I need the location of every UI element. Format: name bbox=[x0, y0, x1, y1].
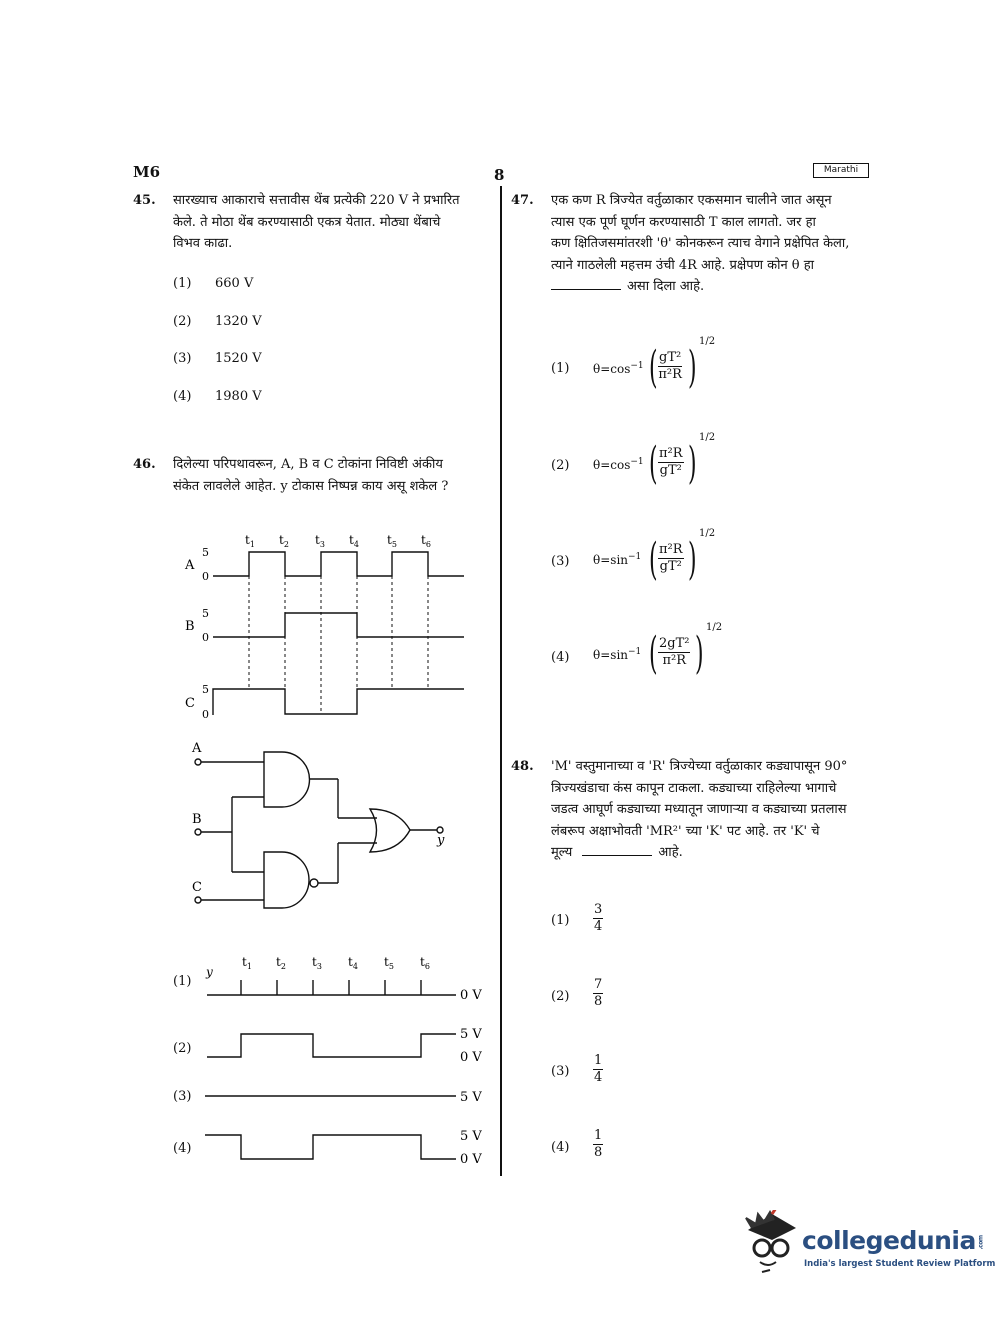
t3-label: $t_3$ bbox=[315, 533, 325, 549]
q47-option-2: (2) $\theta=\cos^{-1}$ ( $\frac{\text{π²R}}{\text{gT²}}$ ) 1/2 bbox=[551, 432, 716, 489]
input-b-label: B bbox=[192, 812, 202, 827]
q48-option-2: $\frac{7}{8}$ bbox=[594, 977, 603, 1009]
q47-option-4: (4) $\theta=\sin^{-1}$ ( $\frac{\text{2gT²}}{\text{π²R}}$ ) 1/2 bbox=[551, 622, 723, 679]
svg-text:t1: $t_1$ bbox=[242, 955, 252, 971]
q45-option-3: 1520 V bbox=[215, 351, 262, 366]
svg-text:0: 0 bbox=[202, 631, 209, 644]
q46-option-2-num: (2) bbox=[173, 1041, 192, 1056]
q45-option-1-num: (1) bbox=[173, 276, 192, 291]
t4-label: $t_4$ bbox=[349, 533, 359, 549]
q45-option-2-num: (2) bbox=[173, 314, 192, 329]
opt4-waveform bbox=[205, 1135, 456, 1159]
t2-label: $t_2$ bbox=[279, 533, 289, 549]
svg-text:0: 0 bbox=[202, 570, 209, 583]
svg-text:5: 5 bbox=[202, 546, 209, 559]
q47-text: एक कण R त्रिज्येत वर्तुळाकार एकसमान चालीने जात असून त्यास एक पूर्ण घूर्णन करण्यासाठी T काल लागतो. जर हा कण क्षितिजसमांतरशी 'θ' कोनकरून त्याच वेगाने प्रक्षेपित केला, त्याने गाठलेली महत्तम उंची 4R आहे. प्रक्षेपण कोन θ हा असा दिला आहे. bbox=[551, 193, 850, 294]
q45-option-4: 1980 V bbox=[215, 389, 262, 404]
svg-text:0 V: 0 V bbox=[460, 1152, 482, 1167]
collegedunia-logo: collegedunia .com bbox=[802, 1226, 985, 1255]
svg-text:0 V: 0 V bbox=[460, 1050, 482, 1065]
opt2-waveform bbox=[207, 1034, 456, 1057]
waveform-b bbox=[213, 613, 464, 637]
language-label: Marathi bbox=[813, 163, 869, 178]
svg-text:5: 5 bbox=[202, 607, 209, 620]
q46-option-1-num: (1) bbox=[173, 974, 192, 989]
q45-option-2: 1320 V bbox=[215, 314, 262, 329]
q45-option-4-num: (4) bbox=[173, 389, 192, 404]
svg-text:t2: $t_2$ bbox=[276, 955, 286, 971]
waveform-a bbox=[213, 552, 464, 576]
and-gate bbox=[264, 752, 309, 807]
q48-option-4: $\frac{1}{8}$ bbox=[594, 1128, 603, 1160]
svg-text:t3: $t_3$ bbox=[312, 955, 322, 971]
q47-option-3: (3) $\theta=\sin^{-1}$ ( $\frac{\text{π²R}}{\text{gT²}}$ ) 1/2 bbox=[551, 528, 716, 585]
output-y-label: y bbox=[437, 833, 445, 848]
logo-tagline: India's largest Student Review Platform bbox=[804, 1259, 996, 1269]
svg-text:0: 0 bbox=[202, 708, 209, 721]
q46-timing-diagram bbox=[170, 525, 480, 725]
q47-option-1: (1) $\theta=\cos^{-1}$ ( $\frac{\text{gT²}}{\text{π²R}}$ ) 1/2 bbox=[551, 336, 716, 393]
collegedunia-mascot-icon bbox=[742, 1210, 802, 1280]
svg-text:t6: $t_6$ bbox=[420, 955, 430, 971]
q48-option-3-num: (3) bbox=[551, 1064, 570, 1079]
input-a-label: A bbox=[192, 741, 202, 756]
svg-text:5: 5 bbox=[202, 683, 209, 696]
q46-logic-circuit bbox=[180, 735, 470, 910]
svg-text:5 V: 5 V bbox=[460, 1027, 482, 1042]
svg-text:t5: $t_5$ bbox=[384, 955, 394, 971]
svg-text:5 V: 5 V bbox=[460, 1129, 482, 1144]
q48-option-2-num: (2) bbox=[551, 989, 570, 1004]
signal-a-label: A bbox=[185, 558, 195, 573]
q48-option-3: $\frac{1}{4}$ bbox=[594, 1053, 603, 1085]
q46-option-4-num: (4) bbox=[173, 1141, 192, 1156]
or-gate bbox=[370, 809, 410, 852]
t1-label: $t_1$ bbox=[245, 533, 255, 549]
q46-output-waveforms bbox=[200, 950, 490, 1175]
svg-text:0 V: 0 V bbox=[460, 988, 482, 1003]
t5-label: $t_5$ bbox=[387, 533, 397, 549]
q46-option-3-num: (3) bbox=[173, 1089, 192, 1104]
paper-code: M6 bbox=[133, 163, 161, 181]
signal-b-label: B bbox=[185, 619, 195, 634]
column-divider bbox=[500, 186, 502, 1176]
q45-number: 45. bbox=[133, 193, 156, 208]
waveform-c bbox=[213, 689, 464, 715]
t6-label: $t_6$ bbox=[421, 533, 431, 549]
q46-number: 46. bbox=[133, 457, 156, 472]
q45-text: सारख्याच आकाराचे सत्तावीस थेंब प्रत्येकी 220 V ने प्रभारित केले. ते मोठा थेंब करण्यासाठी एकत्र येतात. मोठ्या थेंबाचे विभव काढा. bbox=[173, 193, 460, 251]
input-c-label: C bbox=[192, 880, 202, 895]
q48-option-1-num: (1) bbox=[551, 913, 570, 928]
q48-number: 48. bbox=[511, 759, 534, 774]
q45-option-1: 660 V bbox=[215, 276, 254, 291]
q48-option-1: $\frac{3}{4}$ bbox=[594, 902, 603, 934]
svg-text:5 V: 5 V bbox=[460, 1090, 482, 1105]
svg-text:t4: $t_4$ bbox=[348, 955, 358, 971]
q47-number: 47. bbox=[511, 193, 534, 208]
q45-option-3-num: (3) bbox=[173, 351, 192, 366]
q46-text: दिलेल्या परिपथावरून, A, B व C टोकांना निविष्टी अंकीय संकेत लावलेले आहेत. y टोकास निष्पन्न काय असू शकेल ? bbox=[173, 457, 449, 494]
signal-c-label: C bbox=[185, 696, 195, 711]
q48-text: 'M' वस्तुमानाच्या व 'R' त्रिज्येच्या वर्तुळाकार कड्यापासून 90° त्रिज्यखंडाचा कंस कापून टाकला. कड्याच्या राहिलेल्या भागाचे जडत्व आघूर्ण कड्याच्या मध्यातून जाणाऱ्या व कड्याच्या प्रतलास लंबरूप अक्षाभोवती 'MR²' च्या 'K' पट आहे. तर 'K' चे मूल्य आहे. bbox=[551, 759, 848, 860]
q48-option-4-num: (4) bbox=[551, 1140, 570, 1155]
nand-gate bbox=[264, 852, 309, 908]
page-number: 8 bbox=[494, 166, 505, 184]
opt1-y-label: y bbox=[206, 965, 213, 979]
